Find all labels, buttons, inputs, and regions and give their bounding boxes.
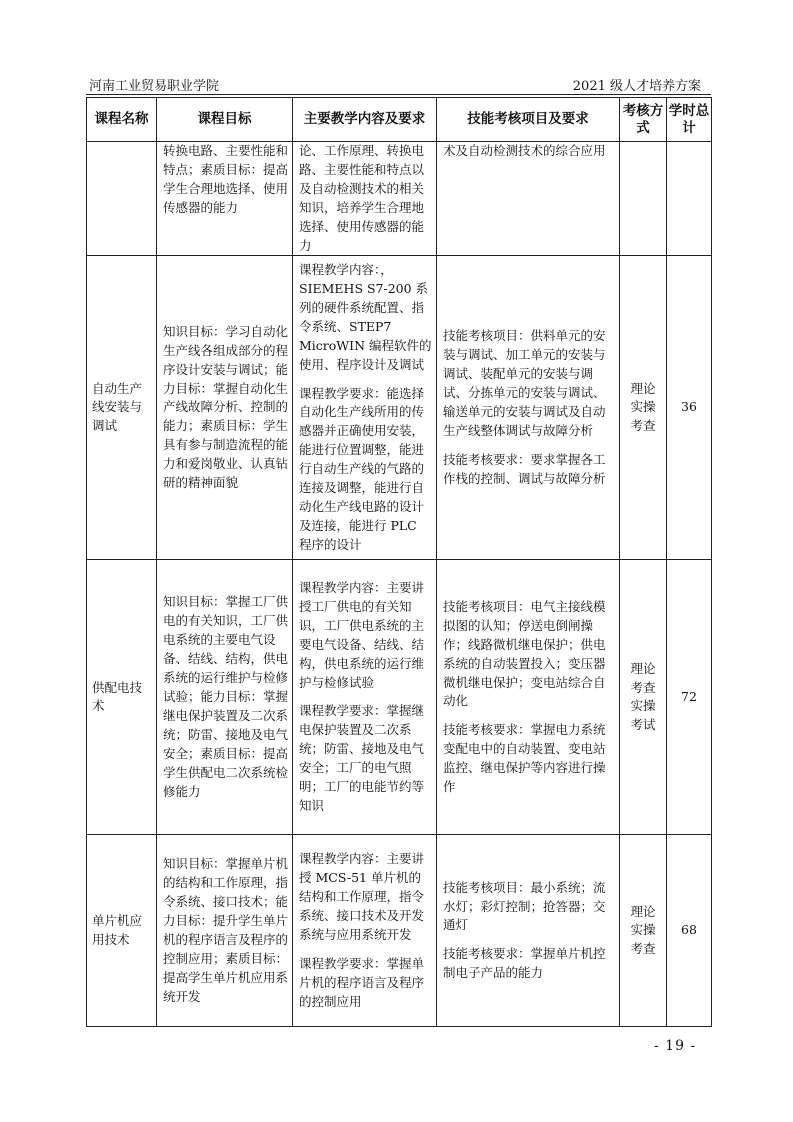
content-teaching-text: 课程教学内容：，SIEMEHS S7-200 系列的硬件系统配置、指令系统、STEP7 MicroWIN 编程软件的使用、程序设计及调试 — [299, 262, 432, 372]
course-goal-cell: 知识目标：学习自动化生产线各组成部分的程序设计安装与调试；能力目标：掌握自动化生产线故障分析、控制的能力；素质目标：学生具有参与制造流程的能力和爱岗敬业、认真钻研的精神面貌 — [157, 256, 293, 560]
content-cell: 论、工作原理、转换电路、主要性能和特点以及自动检测技术的相关知识，培养学生合理地选择、使用传感器的能力 — [293, 142, 437, 256]
hours-cell: 36 — [667, 256, 712, 560]
method-cell: 理论实操考查 — [620, 256, 667, 560]
skill-item-text: 技能考核项目：电气主接线模拟图的认知；停送电倒闸操作；线路微机继电保护；供电系统的自动装置投入；变压器微机继电保护；变电站综合自动化 — [443, 598, 606, 709]
skill-requirement-text: 技能考核要求：要求掌握各工作栈的控制、调试与故障分析 — [443, 451, 606, 486]
course-goal-cell: 知识目标：掌握单片机的结构和工作原理，指令系统、接口技术；能力目标：提升学生单片机的程序语言及程序的控制应用；素质目标：提高学生单片机应用系统开发 — [157, 835, 293, 1027]
content-requirement-text: 课程教学要求：能选择自动化生产线所用的传感器并正确使用安装，能进行位置调整，能进行自动生产线的气路的连接及调整，能进行自动化生产线电路的设计及连接，能进行 PLC 程序的设计 — [299, 385, 425, 552]
header-plan-title: 2021 级人才培养方案 — [572, 79, 701, 94]
method-cell: 理论实操考查 — [620, 835, 667, 1027]
course-goal-cell: 转换电路、主要性能和特点；素质目标：提高学生合理地选择、使用传感器的能力 — [157, 142, 293, 256]
column-header-course-name: 课程名称 — [87, 98, 157, 142]
content-requirement-text: 课程教学要求：掌握继电保护装置及二次系统；防雷、接地及电气安全；工厂的电气照明；工厂的电能节约等知识 — [299, 703, 425, 813]
course-name-cell: 自动生产线安装与调试 — [87, 256, 157, 560]
table-header-row — [87, 98, 712, 142]
skill-requirement-text: 技能考核要求：掌握电力系统变配电中的自动装置、变电站监控、继电保护等内容进行操作 — [443, 722, 606, 795]
skill-item-text: 技能考核项目：最小系统；流水灯；彩灯控制；抢答器；交通灯 — [443, 879, 606, 933]
method-cell: 理论考查实操考试 — [620, 560, 667, 835]
skill-item-text: 技能考核项目：供料单元的安装与调试、加工单元的安装与调试、装配单元的安装与调试、分拣单元的安装与调试、输送单元的安装与调试及自动生产线整体调试与故障分析 — [443, 328, 606, 438]
content-teaching-text: 课程教学内容：主要讲授工厂供电的有关知识，工厂供电系统的主要电气设备、结线、结构，供电系统的运行维护与检修试验 — [299, 580, 425, 690]
content-cell — [293, 560, 437, 835]
course-name-cell — [87, 142, 157, 256]
table-row — [87, 256, 712, 560]
course-name-cell: 供配电技术 — [87, 560, 157, 835]
table-row — [87, 142, 712, 256]
curriculum-table — [86, 97, 712, 1027]
skill-cell — [437, 560, 620, 835]
content-cell — [293, 835, 437, 1027]
skill-cell — [437, 835, 620, 1027]
hours-cell: 72 — [667, 560, 712, 835]
skill-cell — [437, 256, 620, 560]
skill-cell: 术及自动检测技术的综合应用 — [437, 142, 620, 256]
header-divider — [86, 94, 711, 95]
content-cell — [293, 256, 437, 560]
table-row — [87, 560, 712, 835]
column-header-skill: 技能考核项目及要求 — [437, 98, 620, 142]
hours-cell — [667, 142, 712, 256]
content-requirement-text: 课程教学要求：掌握单片机的程序语言及程序的控制应用 — [299, 955, 425, 1009]
header-school-name: 河南工业贸易职业学院 — [89, 79, 220, 94]
course-name-cell: 单片机应用技术 — [87, 835, 157, 1027]
content-teaching-text: 课程教学内容：主要讲授 MCS-51 单片机的结构和工作原理，指令系统、接口技术及开发系统与应用系统开发 — [299, 851, 425, 942]
course-goal-cell: 知识目标：掌握工厂供电的有关知识，工厂供电系统的主要电气设备、结线、结构，供电系统的运行维护与检修试验；能力目标：掌握继电保护装置及二次系统；防雷、接地及电气安全；素质目标：提高学生供配电二次系统检修能力 — [157, 560, 293, 835]
hours-cell: 68 — [667, 835, 712, 1027]
skill-requirement-text: 技能考核要求：掌握单片机控制电子产品的能力 — [443, 946, 606, 981]
method-cell — [620, 142, 667, 256]
column-header-method: 考核方式 — [620, 98, 667, 142]
page-number: - 19 - — [654, 1038, 697, 1054]
column-header-content: 主要教学内容及要求 — [293, 98, 437, 142]
table-row — [87, 835, 712, 1027]
column-header-course-goal: 课程目标 — [157, 98, 293, 142]
column-header-hours: 学时总计 — [667, 98, 712, 142]
